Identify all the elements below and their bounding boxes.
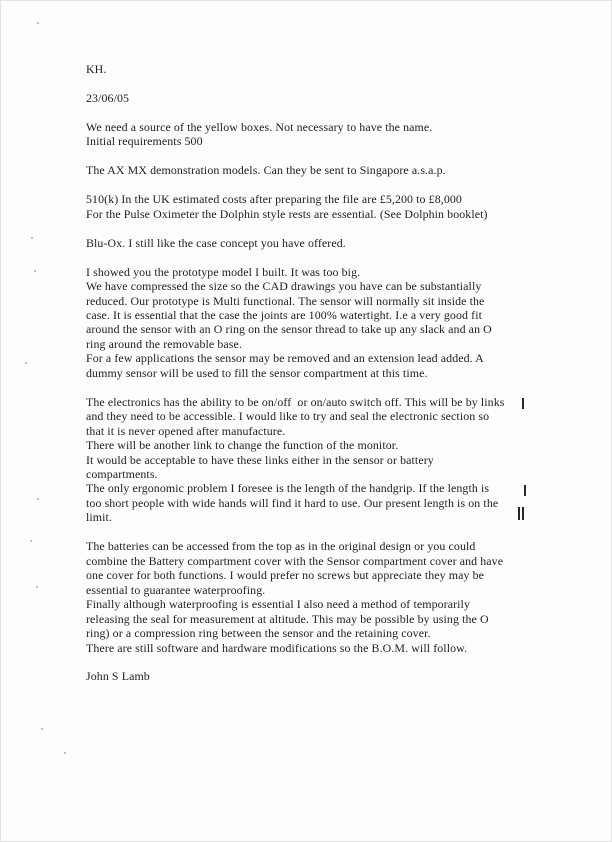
text-line: limit. [86, 510, 113, 525]
text-line: essential to guarantee waterproofing. [86, 582, 266, 597]
text-line: The batteries can be accessed from the top as in the original design or you could [86, 539, 476, 554]
scan-speck [31, 237, 33, 239]
margin-mark [522, 507, 524, 520]
text-line: too short people with wide hands will find it hard to use. Our present length is on the [86, 495, 499, 510]
letter-body [86, 62, 546, 698]
paragraph-demo-models [86, 163, 546, 177]
paragraph-yellow-boxes [86, 120, 546, 149]
text-line: The electronics has the ability to be on/off or on/auto switch off. This will be by links [86, 394, 505, 409]
text-line: For a few applications the sensor may be removed and an extension lead added. A [86, 351, 484, 366]
text-line: ring) or a compression ring between the sensor and the retaining cover. [86, 626, 431, 641]
text-line: I showed you the prototype model I built. It was too big. [86, 264, 361, 279]
text-line: The AX MX demonstration models. Can they be sent to Singapore a.s.a.p. [86, 163, 446, 178]
salutation [86, 62, 546, 76]
text-line: ring around the removable base. [86, 336, 242, 351]
scan-speck [64, 752, 66, 754]
text-line: that it is never opened after manufacture. [86, 423, 286, 438]
text-line: Initial requirements 500 [86, 134, 203, 149]
margin-mark [518, 507, 520, 520]
paragraph-blu-ox [86, 236, 546, 250]
scan-speck [25, 362, 27, 364]
margin-mark [524, 485, 526, 496]
date-line [86, 91, 546, 105]
text-line: KH. [86, 62, 107, 76]
text-line: John S Lamb [86, 669, 150, 684]
text-line: 510(k) In the UK estimated costs after preparing the file are £5,200 to £8,000 [86, 192, 462, 207]
text-line: case. It is essential that the case the joints are 100% watertight. I.e a very good fit [86, 307, 483, 322]
text-line: We need a source of the yellow boxes. Not necessary to have the name. [86, 119, 433, 134]
text-line: releasing the seal for measurement at altitude. This may be possible by using the O [86, 611, 489, 626]
scan-speck [30, 540, 32, 542]
text-line: There will be another link to change the function of the monitor. [86, 438, 399, 453]
text-line: 23/06/05 [86, 90, 130, 105]
text-line: reduced. Our prototype is Multi functional. The sensor will normally sit inside the [86, 293, 485, 308]
paragraph-510k [86, 192, 546, 221]
scan-speck [34, 270, 36, 272]
paragraph-prototype [86, 265, 546, 381]
scan-speck [36, 586, 38, 588]
text-line: Finally although waterproofing is essential I also need a method of temporarily [86, 597, 471, 612]
paragraph-batteries [86, 539, 546, 655]
scan-speck [37, 22, 39, 24]
margin-mark [522, 398, 524, 409]
text-line: around the sensor with an O ring on the sensor thread to take up any slack and an O [86, 322, 492, 337]
text-line: one cover for both functions. I would prefer no screws but appreciate they may be [86, 568, 485, 583]
text-line: We have compressed the size so the CAD drawings you have can be substantially [86, 279, 482, 294]
text-line: It would be acceptable to have these links either in the sensor or battery [86, 452, 434, 467]
text-line: combine the Battery compartment cover with the Sensor compartment cover and have [86, 553, 504, 568]
scan-speck [37, 498, 39, 500]
text-line: dummy sensor will be used to fill the sensor compartment at this time. [86, 365, 428, 380]
text-line: There are still software and hardware modifications so the B.O.M. will follow. [86, 640, 468, 655]
signature [86, 669, 546, 683]
text-line: The only ergonomic problem I foresee is the length of the handgrip. If the length is [86, 481, 490, 496]
text-line: For the Pulse Oximeter the Dolphin style rests are essential. (See Dolphin booklet) [86, 206, 488, 221]
paragraph-electronics [86, 395, 546, 525]
text-line: compartments. [86, 467, 158, 482]
scan-speck [41, 728, 43, 730]
text-line: and they need to be accessible. I would like to try and seal the electronic section so [86, 409, 490, 424]
text-line: Blu-Ox. I still like the case concept you have offered. [86, 235, 346, 250]
